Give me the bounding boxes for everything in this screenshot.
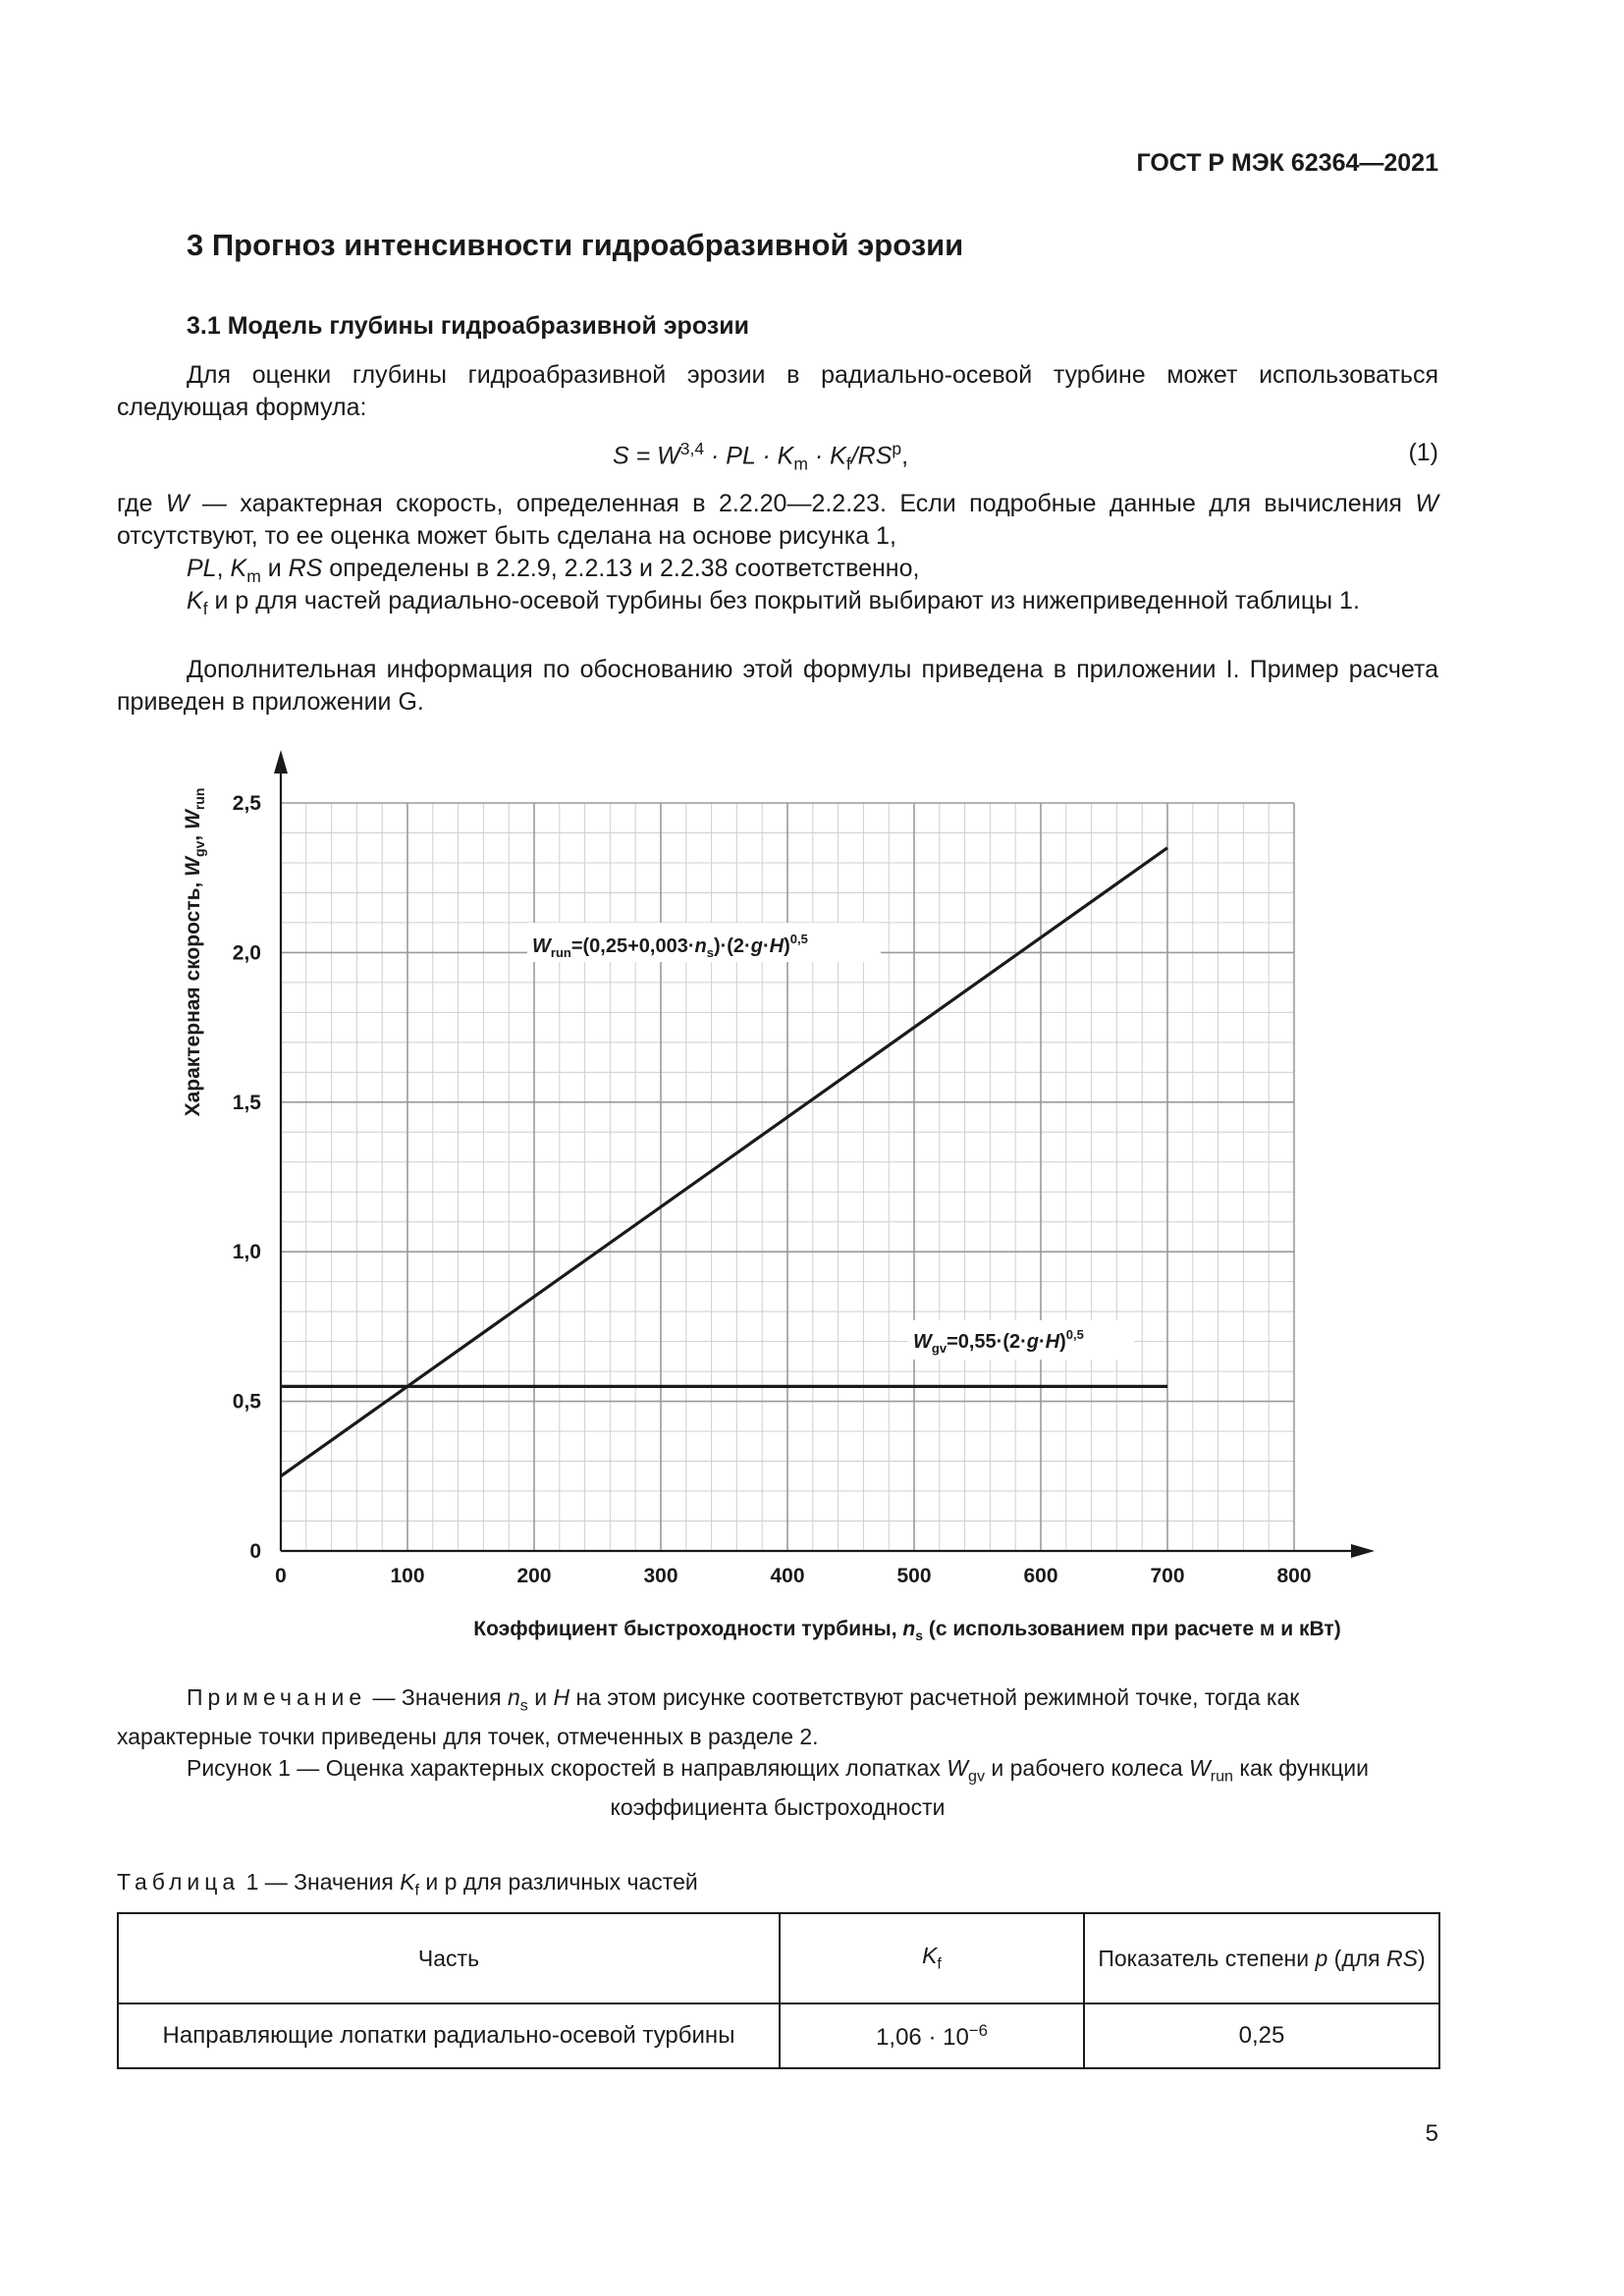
- table-row: [118, 2003, 1439, 2068]
- x-tick-label: 0: [275, 1565, 287, 1587]
- x-tick-label: 300: [643, 1565, 678, 1587]
- y-tick-label: 1,0: [232, 1241, 261, 1264]
- subsection-title: 3.1 Модель глубины гидроабразивной эрозии: [187, 312, 749, 340]
- x-tick-label: 100: [390, 1565, 425, 1587]
- table-header-row: [118, 1913, 1439, 2003]
- x-axis-arrow-icon: [1351, 1544, 1375, 1558]
- wrun-formula-label: [527, 923, 881, 962]
- document-code: ГОСТ Р МЭК 62364—2021: [1136, 149, 1438, 177]
- y-tick-label: 0,5: [232, 1390, 261, 1414]
- where-paragraph-w: где W — характерная скорость, определенная в 2.2.20—2.2.23. Если подробные данные для вычисления W отсутствуют, то ее оценка может быть сделана на основе рисунка 1,: [117, 490, 1438, 550]
- cell-part: Направляющие лопатки радиально-осевой турбины: [118, 2003, 780, 2068]
- header-part: Часть: [118, 1913, 780, 2003]
- svg-text:Wgv=0,55·(2·g·H)0,5: $W_{gv}=0,55\cdot(2\cdot g\cdot H)^{0,5}$: [913, 1327, 1084, 1356]
- additional-info-paragraph: Дополнительная информация по обоснованию этой формулы приведена в приложении I. Пример расчета приведен в приложении G.: [117, 656, 1438, 716]
- x-axis-label: Коэффициент быстроходности турбины, $n_s$ (с использованием при расчете м и кВт): [473, 1618, 1341, 1643]
- figure-note: Примечание — Значения $n_s$ и H на этом рисунке соответствуют расчетной режимной точке, тогда как характерные точки приведены для точек, отмеченных в разделе 2.: [117, 1684, 1300, 1749]
- tick-labels: [233, 792, 1312, 1587]
- y-tick-label: 2,0: [232, 941, 261, 965]
- cell-kf: $1,06 \cdot 10^{-6}$: [780, 2003, 1084, 2068]
- table-1: [117, 1912, 1440, 2069]
- x-tick-label: 600: [1023, 1565, 1058, 1587]
- table-caption: Таблица 1 — Значения $K_f$ и р для различных частей: [117, 1869, 698, 1899]
- section-title: 3 Прогноз интенсивности гидроабразивной эрозии: [187, 228, 964, 262]
- y-tick-label: 0: [249, 1540, 261, 1563]
- x-tick-label: 400: [770, 1565, 805, 1587]
- where-paragraph-kf: $K_f$ и р для частей радиально-осевой турбины без покрытий выбирают из нижеприведенной таблицы 1.: [187, 587, 1360, 618]
- y-tick-label: 1,5: [232, 1091, 261, 1114]
- chart-axes: [274, 750, 1375, 1558]
- header-exponent: Показатель степени p (для RS): [1084, 1913, 1439, 2003]
- svg-text:Wrun=(0,25+0,003·ns)·(2·g·H)0,: $W_{run}=(0,25+0,003\cdot n_s)\cdot(2\cdot g\cdot H)^{0,5}$: [532, 932, 808, 960]
- wgv-formula-label: [908, 1320, 1134, 1360]
- x-tick-label: 800: [1276, 1565, 1312, 1587]
- y-axis-label: Характерная скорость, $W_{gv}$, $W_{run}$: [182, 787, 207, 1117]
- intro-paragraph: Для оценки глубины гидроабразивной эрозии в радиально-осевой турбине может использоваться следующая формула:: [117, 361, 1438, 421]
- formula-expression: S = W$^{3,4}$ · PL · $K_m \cdot K_f/RS^p$,: [613, 439, 909, 474]
- page-number: 5: [1425, 2120, 1438, 2147]
- y-tick-label: 2,5: [232, 792, 261, 815]
- where-paragraph-pl: PL, $K_m$ и RS определены в 2.2.9, 2.2.13 и 2.2.38 соответственно,: [187, 555, 920, 586]
- figure-caption: Рисунок 1 — Оценка характерных скоростей в направляющих лопатках $W_{gv}$ и рабочего колеса $W_{run}$ как функции коэффициента быстроходности: [186, 1755, 1369, 1820]
- x-tick-label: 200: [516, 1565, 552, 1587]
- cell-exponent: 0,25: [1084, 2003, 1439, 2068]
- header-kf: $K_f$: [780, 1913, 1084, 2003]
- y-axis-arrow-icon: [274, 750, 288, 774]
- x-tick-label: 500: [896, 1565, 932, 1587]
- x-tick-label: 700: [1150, 1565, 1185, 1587]
- formula-number: (1): [1408, 439, 1438, 466]
